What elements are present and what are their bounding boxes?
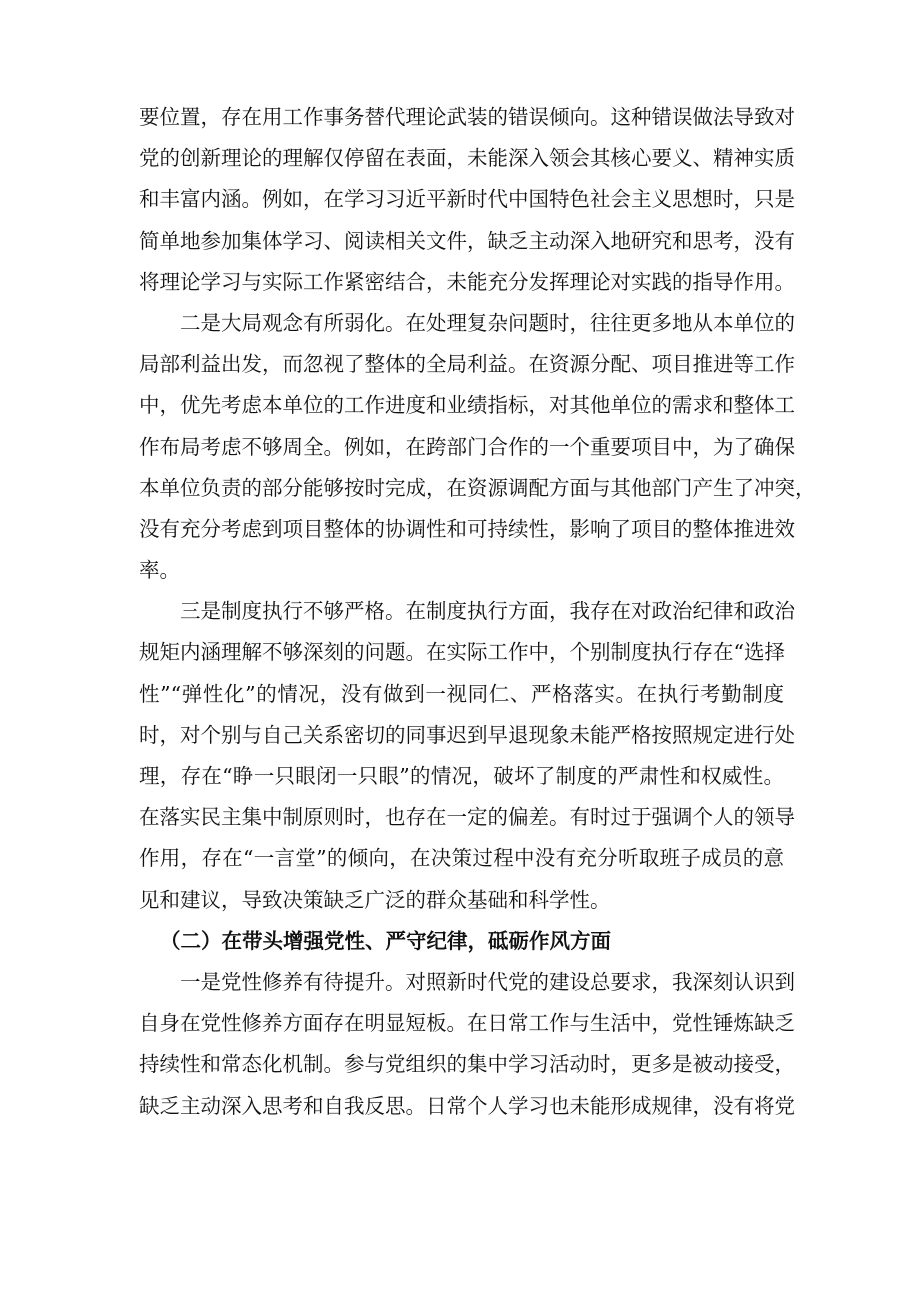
document-body: [139, 97, 816, 1127]
text-line: 率。: [139, 558, 180, 583]
text-line: 中，优先考虑本单位的工作进度和业绩指标，对其他单位的需求和整体工: [139, 393, 795, 418]
text-line: 本单位负责的部分能够按时完成，在资源调配方面与其他部门产生了冲突，: [139, 475, 816, 500]
text-line: 一是党性修养有待提升。对照新时代党的建设总要求，我深刻认识到: [180, 969, 795, 994]
text-line: 局部利益出发，而忽视了整体的全局利益。在资源分配、项目推进等工作: [139, 352, 795, 377]
text-line: 缺乏主动深入思考和自我反思。日常个人学习也未能形成规律，没有将党: [139, 1093, 795, 1118]
text-line: 规矩内涵理解不够深刻的问题。在实际工作中，个别制度执行存在“选择: [139, 640, 785, 665]
text-line: 简单地参加集体学习、阅读相关文件，缺乏主动深入地研究和思考，没有: [139, 228, 795, 253]
text-line: 理，存在“睁一只眼闭一只眼”的情况，破坏了制度的严肃性和权威性。: [139, 764, 784, 788]
text-line: 持续性和常态化机制。参与党组织的集中学习活动时，更多是被动接受，: [139, 1052, 795, 1077]
text-line: 二是大局观念有所弱化。在处理复杂问题时，往往更多地从本单位的: [180, 310, 795, 335]
text-line: 党的创新理论的理解仅停留在表面，未能深入领会其核心要义、精神实质: [139, 146, 795, 171]
text-line: 要位置，存在用工作事务替代理论武装的错误倾向。这种错误做法导致对: [139, 105, 795, 129]
text-line: 没有充分考虑到项目整体的协调性和可持续性，影响了项目的整体推进效: [139, 516, 795, 541]
text-line: 三是制度执行不够严格。在制度执行方面，我存在对政治纪律和政治: [180, 599, 795, 624]
text-line: 和丰富内涵。例如，在学习习近平新时代中国特色社会主义思想时，只是: [139, 187, 795, 212]
text-line: 见和建议，导致决策缺乏广泛的群众基础和科学性。: [139, 887, 611, 912]
text-line: 在落实民主集中制原则时，也存在一定的偏差。有时过于强调个人的领导: [139, 805, 795, 830]
text-line: 作布局考虑不够周全。例如，在跨部门合作的一个重要项目中，为了确保: [139, 434, 795, 459]
text-line: 将理论学习与实际工作紧密结合，未能充分发挥理论对实践的指导作用。: [139, 269, 795, 294]
text-line: 性”“弹性化”的情况，没有做到一视同仁、严格落实。在执行考勤制度: [139, 681, 784, 706]
text-line: 自身在党性修养方面存在明显短板。在日常工作与生活中，党性锤炼缺乏: [139, 1011, 795, 1036]
section-heading: （二）在带头增强党性、严守纪律，砥砺作风方面: [160, 928, 611, 953]
text-line: 作用，存在“一言堂”的倾向，在决策过程中没有充分听取班子成员的意: [139, 846, 784, 871]
text-line: 时，对个别与自己关系密切的同事迟到早退现象未能严格按照规定进行处: [139, 722, 795, 747]
